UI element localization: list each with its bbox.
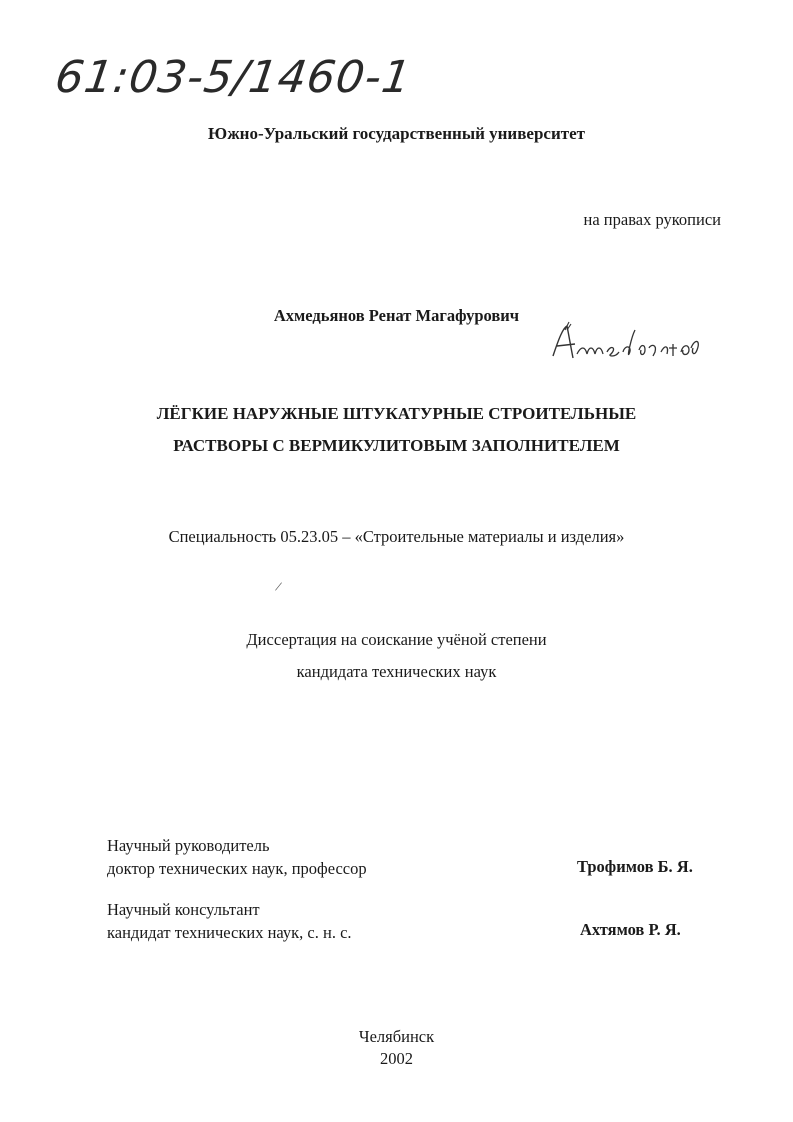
supervisor-block — [107, 834, 367, 880]
manuscript-note: на правах рукописи — [583, 210, 721, 229]
degree-line-1: Диссертация на соискание учёной степени — [246, 630, 547, 649]
consultant-name: Ахтямов Р. Я. — [580, 920, 681, 939]
consultant-degree: кандидат технических наук, с. н. с. — [107, 923, 352, 942]
dissertation-degree — [0, 624, 793, 688]
author-signature — [545, 318, 705, 368]
title-line-1: ЛЁГКИЕ НАРУЖНЫЕ ШТУКАТУРНЫЕ СТРОИТЕЛЬНЫЕ — [156, 404, 637, 423]
footer-place-year — [0, 1026, 793, 1070]
pen-mark: / — [273, 579, 283, 596]
author-name: Ахмедьянов Ренат Магафурович — [273, 306, 520, 325]
degree-line-2: кандидата технических наук — [296, 662, 497, 681]
title-line-2: РАСТВОРЫ С ВЕРМИКУЛИТОВЫМ ЗАПОЛНИТЕЛЕМ — [173, 436, 620, 455]
footer-city: Челябинск — [358, 1027, 435, 1046]
consultant-role: Научный консультант — [107, 900, 260, 919]
dissertation-title — [0, 398, 793, 462]
footer-year: 2002 — [380, 1049, 413, 1068]
specialty-line: Специальность 05.23.05 – «Строительные материалы и изделия» — [168, 527, 625, 546]
university-name: Южно-Уральский государственный университет — [207, 124, 585, 143]
supervisor-role: Научный руководитель — [107, 836, 270, 855]
consultant-block — [107, 898, 352, 944]
supervisor-degree: доктор технических наук, профессор — [107, 859, 367, 878]
archive-code-handwritten: 61:03-5/1460-1 — [52, 52, 415, 103]
supervisor-name: Трофимов Б. Я. — [577, 857, 693, 876]
